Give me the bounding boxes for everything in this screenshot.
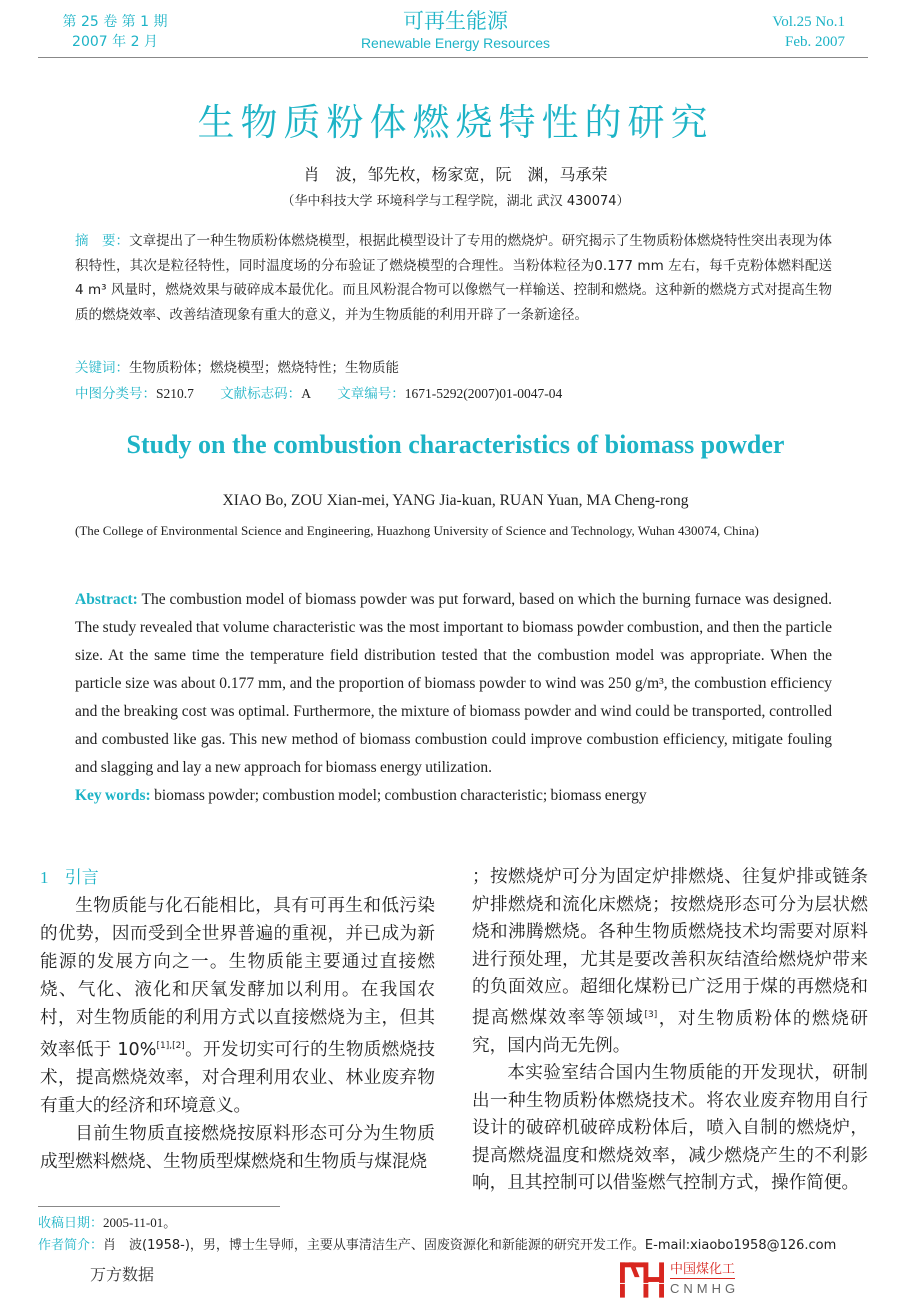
header-right (735, 12, 845, 52)
header-rule (38, 57, 868, 58)
page-title: 生物质粉体燃烧特性的研究 (197, 101, 714, 144)
footnote-author (38, 1237, 836, 1255)
abstract-en (75, 586, 832, 810)
received-label: 收稿日期： (38, 1216, 104, 1231)
footnote-received (38, 1214, 176, 1233)
paragraph-text: 。开发切实可行的生物质燃烧技术，提高燃烧效率，对合理利用农业、林业废弃物有重大的经济和环境意义。 (40, 1039, 435, 1116)
abstract-en-text: The combustion model of biomass powder was put forward, based on which the burning furnace was designed. The study revealed that volume characteristic was the most important to biomass powder combustion, and then the particle size. At the same time the temperature field distribution tested that the combustion model was appropriate. When the particle size was about 0.177 mm, and the proportion of biomass powder to wind was 250 g/m³, the combustion efficiency and the breaking cost was optimal. Furthermore, the mixture of biomass powder and wind could be transported, controlled and combusted like gas. This new method of biomass combustion could improve combustion efficiency, mitigate fouling and slagging and lay a new approach for biomass energy utilization. (75, 591, 832, 776)
paragraph (40, 892, 435, 1120)
keywords-cn (75, 356, 832, 381)
paragraph-text: ；按燃烧炉可分为固定炉排燃烧、往复炉排或链条炉排燃烧和流化床燃烧；按燃烧形态可分为层状燃烧和沸腾燃烧。各种生物质燃烧技术均需要对原料进行预处理，尤其是要改善积灰结渣给燃烧炉带来的负面效应。超细化煤粉已广泛用于煤的再燃烧和提高燃煤效率等领域 (472, 867, 868, 1029)
received-date: 2005-11-01。 (103, 1215, 177, 1230)
citation: [1],[2] (156, 1041, 185, 1051)
keywords-en-label: Key words: (75, 787, 151, 804)
source-mark: 万方数据 (90, 1265, 155, 1284)
clc-label: 中图分类号： (75, 386, 156, 402)
section-title: 引言 (64, 868, 99, 888)
watermark-cn: 中国煤化工 (670, 1262, 736, 1277)
keywords-en-text: biomass powder; combustion model; combustion characteristic; biomass energy (154, 787, 647, 804)
abstract-cn (75, 229, 832, 327)
journal-en: Renewable Energy Resources (360, 35, 551, 51)
doc-value: A (301, 386, 311, 401)
abstract-cn-text: 文章提出了一种生物质粉体燃烧模型，根据此模型设计了专用的燃烧炉。研究揭示了生物质粉体燃烧特性突出表现为体积特性，其次是粒径特性，同时温度场的分布验证了燃烧模型的合理性。当粉体粒径为0.177 mm 左右，每千克粉体燃料配送 4 m³ 风量时，燃烧效果与破碎成本最优化。而且风粉混合物可以像燃气一样输送、控制和燃烧。这种新的燃烧方式对提高生物质的燃烧效率、改善结渣现象有重大的意义，并为生物质能的利用开辟了一条新途径。 (75, 233, 833, 323)
volume-cn: 第 25 卷 第 1 期 (62, 14, 168, 30)
date-en: Feb. 2007 (785, 34, 845, 50)
logo-mark-icon (620, 1262, 664, 1298)
keywords-cn-text: 生物质粉体；燃烧模型；燃烧特性；生物质能 (129, 360, 399, 376)
left-column (40, 864, 435, 1176)
paragraph-text: 目前生物质直接燃烧按原料形态可分为生物质成型燃料燃烧、生物质型煤燃烧和生物质与煤混烧 (40, 1123, 435, 1172)
citation: [3] (644, 1009, 658, 1020)
paragraph (40, 1120, 435, 1176)
paragraph (472, 1060, 868, 1198)
affiliation-en: (The College of Environmental Science and Engineering, Huazhong University of Science and Technology, Wuhan 430074, China) (75, 523, 759, 538)
paragraph-text: ，对生物质粉体的燃烧研究，国内尚无先例。 (472, 1008, 868, 1056)
paragraph-text: 本实验室结合国内生物质能的开发现状，研制出一种生物质粉体燃烧技术。将农业废弃物用自行设计的破碎机破碎成粉体后，喷入自制的燃烧炉，提高燃烧温度和燃烧效率，减少燃烧产生的不利影响，且其控制可以借鉴燃气控制方式，操作简便。 (472, 1063, 868, 1194)
watermark-logo (620, 1262, 760, 1298)
date-cn: 2007 年 2 月 (72, 34, 158, 50)
abstract-en-label: Abstract: (75, 591, 138, 608)
author-bio: 肖 波(1958-)，男，博士生导师，主要从事清洁生产、固废资源化和新能源的研究开发工作。E-mail:xiaobo1958@126.com (103, 1238, 837, 1253)
volume-en: Vol.25 No.1 (772, 14, 845, 30)
doc-label: 文献标志码： (220, 386, 302, 402)
article-id-value: 1671-5292(2007)01-0047-04 (404, 386, 563, 401)
paragraph-text: 生物质能与化石能相比，具有可再生和低污染的优势，因而受到全世界普遍的重视，并已成为新能源的发展方向之一。生物质能主要通过直接燃烧、气化、液化和厌氧发酵加以利用。在我国农村，对生物质能的利用方式以直接燃烧为主，但其效率低于 10% (40, 896, 435, 1060)
article-id-label: 文章编号： (337, 386, 405, 402)
right-column (472, 864, 868, 1198)
author-label: 作者简介： (38, 1238, 104, 1253)
watermark-en: CNMHG (670, 1281, 740, 1296)
title-en: Study on the combustion characteristics of biomass powder (126, 430, 785, 459)
section-number: 1 (40, 868, 49, 887)
affiliation: （华中科技大学 环境科学与工程学院，湖北 武汉 430074） (281, 194, 630, 209)
classification (75, 382, 832, 407)
footnote-rule (38, 1206, 280, 1207)
section-heading (40, 864, 435, 892)
clc-value: S210.7 (156, 386, 194, 401)
authors: 肖 波，邹先枚，杨家宽，阮 渊，马承荣 (303, 165, 608, 184)
authors-en: XIAO Bo, ZOU Xian-mei, YANG Jia-kuan, RUAN Yuan, MA Cheng-rong (222, 492, 689, 509)
paragraph-continued (472, 864, 868, 1060)
abstract-cn-label: 摘 要： (75, 233, 130, 249)
keywords-cn-label: 关键词： (75, 360, 129, 376)
journal-cn: 可再生能源 (403, 9, 508, 33)
